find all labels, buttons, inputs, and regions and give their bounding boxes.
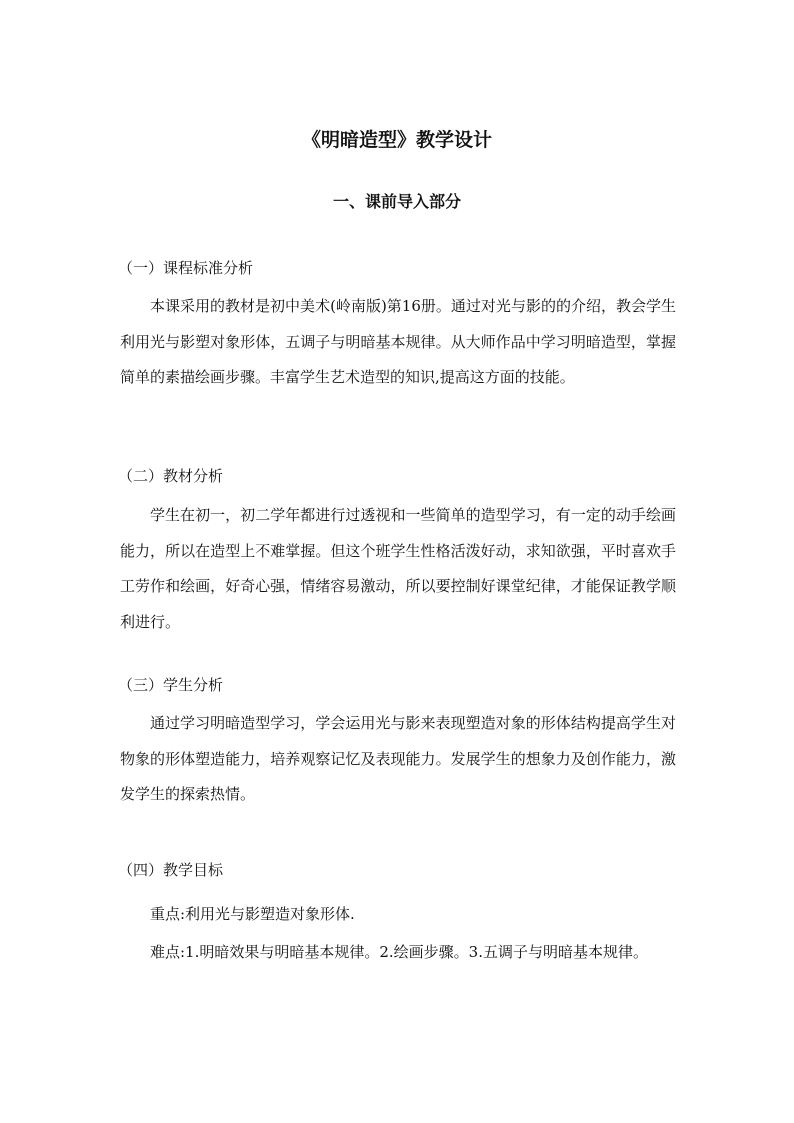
subsection-heading-textbook-analysis: （二）教材分析 (118, 467, 224, 485)
key-point-line: 重点:利用光与影塑造对象形体. (150, 905, 355, 923)
paragraph-curriculum-standard: 本课采用的教材是初中美术(岭南版)第16册。通过对光与影的的介绍，教会学生利用光与影塑对象形体，五调子与明暗基本规律。从大师作品中学习明暗造型，掌握简单的素描绘画步骤。丰富学生艺术造型的知识,提高这方面的技能。 (120, 297, 676, 386)
subsection-heading-curriculum-standard: （一）课程标准分析 (118, 259, 254, 277)
difficulty-paragraph: 难点:1.明暗效果与明暗基本规律。2.绘画步骤。3.五调子与明暗基本规律。 (150, 943, 648, 961)
section-heading-intro: 一、课前导入部分 (332, 192, 461, 211)
paragraph-student-analysis: 通过学习明暗造型学习，学会运用光与影来表现塑造对象的形体结构提高学生对物象的形体塑造能力，培养观察记忆及表现能力。发展学生的想象力及创作能力，激发学生的探索热情。 (120, 714, 676, 803)
document-title: 《明暗造型》教学设计 (301, 129, 492, 151)
paragraph-textbook-analysis: 学生在初一，初二学年都进行过透视和一些简单的造型学习，有一定的动手绘画能力，所以在造型上不难掌握。但这个班学生性格活泼好动，求知欲强，平时喜欢手工劳作和绘画，好奇心强，情绪容易激动，所以要控制好课堂纪律，才能保证教学顺利进行。 (120, 506, 676, 631)
subsection-heading-student-analysis: （三）学生分析 (118, 676, 224, 694)
subsection-heading-teaching-objectives: （四）教学目标 (118, 861, 224, 879)
